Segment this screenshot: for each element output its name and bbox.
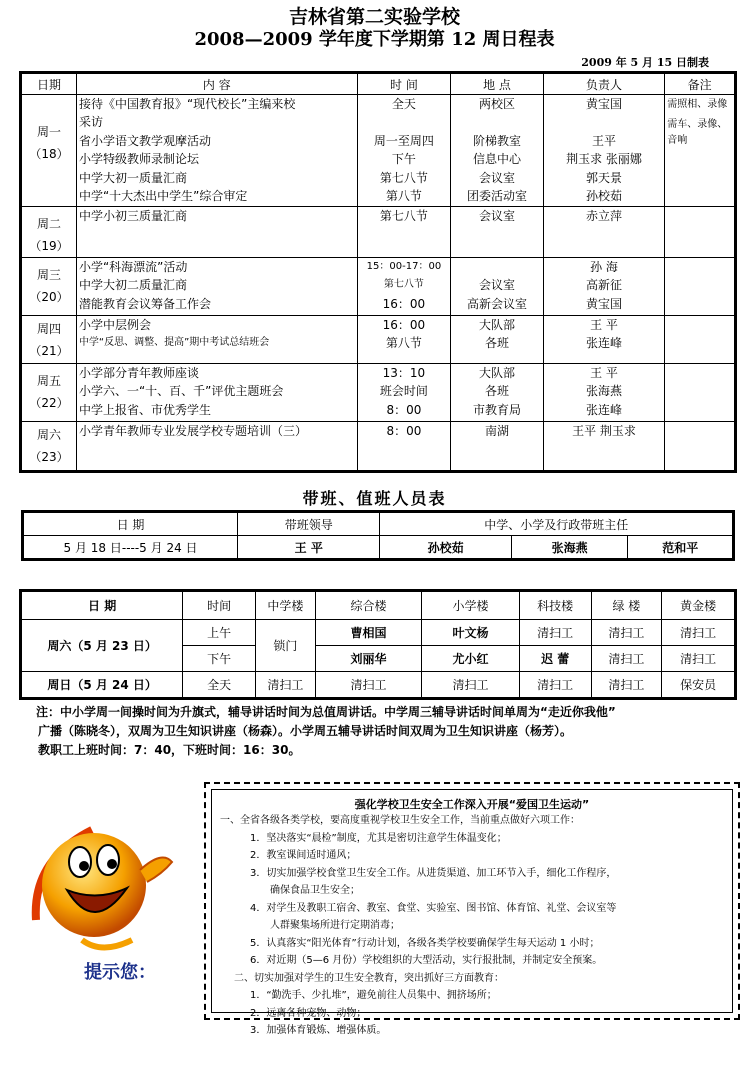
day-number: （23） (29, 450, 69, 464)
event-place: 市教育局 (473, 402, 522, 417)
place-cell (451, 95, 544, 207)
time-cell (357, 207, 451, 258)
day-label: 周四 (36, 322, 61, 336)
event-time: 15：00-17：00 (366, 261, 442, 272)
weekend-cell: 清扫工 (519, 672, 591, 699)
col-time: 时 间 (357, 73, 451, 95)
col-person: 负责人 (543, 73, 664, 95)
event-time: 第八节 (385, 336, 422, 351)
tip-body (220, 812, 730, 1040)
made-date: 2009 年 5 月 15 日制表 (581, 56, 709, 69)
event-content: 小学“科海漂流”活动 (78, 260, 188, 274)
weekend-cell: 清扫工 (519, 620, 591, 646)
event-time: 8：00 (386, 424, 422, 438)
event-place: 团委活动室 (467, 189, 528, 204)
event-place: 各班 (485, 336, 510, 351)
note-cell (665, 364, 736, 422)
event-time: 第七八节 (379, 170, 428, 185)
tip-inner (211, 789, 733, 1036)
weekend-row-sat-am (21, 620, 736, 646)
event-place: 阶梯教室 (473, 133, 522, 148)
event-person: 高新征 (586, 278, 623, 293)
event-time: 第七八节 (383, 279, 424, 291)
duty-row (23, 536, 734, 560)
weekend-cell: 清扫工 (422, 672, 520, 699)
weekend-col-building: 科技楼 (519, 591, 591, 620)
day-number: （19） (29, 239, 69, 253)
event-time: 13：10 (382, 366, 426, 380)
weekend-col-building: 黄金楼 (662, 591, 736, 620)
day-row-friday (21, 364, 736, 422)
weekend-col-building: 综合楼 (315, 591, 422, 620)
weekend-cell: 清扫工 (591, 646, 662, 672)
note-line: 注：中小学周一间操时间为升旗式，辅导讲话时间为总值周讲话。中学周三辅导讲话时间单周为“走近你我他” (36, 705, 616, 719)
weekend-header-row (21, 591, 736, 620)
duty-col-staff: 中学、小学及行政带班主任 (380, 512, 734, 536)
weekend-date: 周日（5 月 24 日） (21, 672, 183, 699)
tip-line: 2．远离各种宠物、动物； (250, 1007, 367, 1019)
weekend-cell: 锁门 (255, 620, 315, 672)
content-cell (76, 422, 357, 472)
event-place: 会议室 (479, 278, 516, 293)
col-content: 内 容 (76, 73, 357, 95)
weekend-col-building: 绿 楼 (591, 591, 662, 620)
duty-staff: 张海燕 (511, 536, 628, 560)
school-title: 吉林省第二实验学校 (288, 6, 460, 28)
weekend-cell: 刘丽华 (315, 646, 422, 672)
event-content: 省小学语文教学观摩活动 (78, 133, 211, 148)
tip-box (204, 782, 740, 1036)
day-cell (21, 364, 77, 422)
note-text: 需车、录像、音响 (667, 119, 728, 146)
weekend-date: 周六（5 月 23 日） (21, 620, 183, 672)
duty-title: 带班、值班人员表 (302, 489, 447, 508)
content-cell (76, 316, 357, 364)
weekend-cell: 尤小红 (422, 646, 520, 672)
event-content: 接待《中国教育报》“现代校长”主编来校 (78, 97, 296, 111)
tip-label: 提示您： (84, 962, 156, 983)
day-cell (21, 207, 77, 258)
event-time: 8：00 (386, 402, 422, 417)
day-cell (21, 422, 77, 472)
weekly-schedule-table (19, 71, 737, 473)
event-time: 第八节 (385, 189, 422, 204)
event-person: 荆玉求 张丽娜 (566, 152, 642, 167)
duty-leader: 王 平 (238, 536, 380, 560)
event-content: 小学特级教师录制论坛 (78, 152, 199, 167)
event-place: 南湖 (485, 424, 510, 438)
weekend-cell: 清扫工 (662, 620, 736, 646)
person-cell (543, 258, 664, 316)
day-number: （20） (29, 290, 69, 304)
event-time: 全天 (391, 97, 416, 111)
day-label: 周三 (36, 268, 61, 282)
note-cell (665, 422, 736, 472)
event-time: 第七八节 (379, 209, 428, 223)
event-place: 高新会议室 (467, 296, 528, 311)
event-place: 会议室 (479, 170, 516, 185)
note-cell (665, 258, 736, 316)
day-label: 周五 (36, 374, 61, 388)
duty-header-row (23, 512, 734, 536)
weekend-cell: 清扫工 (662, 646, 736, 672)
duty-table (21, 510, 735, 561)
day-cell (21, 316, 77, 364)
event-content: 中学小初三质量汇商 (78, 209, 187, 223)
day-cell (21, 258, 77, 316)
event-person: 孙 海 (590, 260, 618, 274)
event-time: 下午 (391, 152, 416, 167)
schedule-subtitle: 2008—2009 学年度下学期第 12 周日程表 (194, 29, 555, 50)
duty-staff: 范和平 (628, 536, 734, 560)
weekend-time: 全天 (183, 672, 256, 699)
day-number: （22） (29, 396, 69, 410)
tip-title: 强化学校卫生安全工作深入开展“爱国卫生运动” (354, 798, 590, 811)
place-cell (451, 364, 544, 422)
tip-line: 人群聚集场所进行定期消毒； (270, 920, 400, 931)
day-row-saturday (21, 422, 736, 472)
event-person: 黄宝国 (586, 97, 623, 111)
weekend-cell: 保安员 (662, 672, 736, 699)
day-cell (21, 95, 77, 207)
tip-line: 3．加强体育锻炼、增强体质。 (250, 1025, 387, 1036)
place-cell (451, 207, 544, 258)
weekend-cell: 清扫工 (591, 672, 662, 699)
event-place: 会议室 (479, 209, 516, 223)
content-cell (76, 258, 357, 316)
event-content: 采访 (78, 115, 103, 130)
col-date: 日期 (21, 73, 77, 95)
weekend-cell: 叶文杨 (422, 620, 520, 646)
time-cell (357, 422, 451, 472)
tip-line: 二、切实加强对学生的卫生安全教育，突出抓好三方面教育： (234, 972, 504, 984)
notes-block (38, 703, 738, 760)
event-content: 小学六、一“十、百、千”评优主题班会 (78, 384, 284, 399)
tip-line: 3．切实加强学校食堂卫生安全工作。从进货渠道、加工环节入手，细化工作程序， (250, 867, 617, 879)
event-content: 中学大初二质量汇商 (78, 278, 187, 293)
person-cell (543, 422, 664, 472)
time-cell (357, 258, 451, 316)
tip-line: 2．教室课间适时通风； (250, 850, 357, 861)
event-content: 中学“十大杰出中学生”综合审定 (78, 189, 248, 204)
event-time: 16：00 (382, 296, 426, 311)
weekend-row-sun (21, 672, 736, 699)
day-number: （18） (29, 147, 69, 161)
day-row-monday (21, 95, 736, 207)
event-person: 郭天景 (586, 170, 623, 185)
event-place: 大队部 (479, 366, 516, 380)
tip-line: 1．“勤洗手、少扎堆”，避免前往人员集中、拥挤场所； (250, 990, 497, 1001)
event-content: 小学青年教师专业发展学校专题培训（三） (78, 424, 307, 438)
place-cell (451, 316, 544, 364)
event-person: 孙校茹 (586, 189, 623, 204)
tip-line: 6．对近期（5—6 月份）学校组织的大型活动，实行报批制，并制定安全预案。 (250, 955, 603, 966)
event-time: 班会时间 (379, 384, 428, 399)
place-cell (451, 258, 544, 316)
weekend-cell: 清扫工 (591, 620, 662, 646)
weekend-cell: 迟 蕾 (519, 646, 591, 672)
day-number: （21） (29, 344, 69, 358)
weekend-col-date: 日 期 (21, 591, 183, 620)
col-place: 地 点 (451, 73, 544, 95)
event-person: 王平 荆玉求 (572, 424, 636, 438)
event-person: 王平 (592, 133, 617, 148)
note-cell (665, 207, 736, 258)
event-time: 16：00 (382, 318, 426, 332)
event-place: 信息中心 (473, 152, 522, 167)
weekend-col-building: 小学楼 (422, 591, 520, 620)
schedule-header-row (21, 73, 736, 95)
note-cell (665, 316, 736, 364)
event-person: 黄宝国 (586, 296, 623, 311)
event-content: 中学“反思、调整、提高”期中考试总结班会 (78, 337, 270, 349)
day-label: 周一 (36, 125, 61, 139)
day-row-wednesday (21, 258, 736, 316)
note-line: 广播（陈晓冬），双周为卫生知识讲座（杨森）。小学周五辅导讲话时间双周为卫生知识讲座（杨芳）。 (38, 724, 573, 738)
person-cell (543, 207, 664, 258)
event-content: 中学上报省、市优秀学生 (78, 402, 211, 417)
duty-staff: 孙校茹 (380, 536, 511, 560)
person-cell (543, 95, 664, 207)
weekend-col-building: 中学楼 (255, 591, 315, 620)
tip-line: 确保食品卫生安全； (270, 885, 360, 896)
event-content: 小学中层例会 (78, 318, 151, 332)
place-cell (451, 422, 544, 472)
tip-line: 1．坚决落实“晨检”制度，尤其是密切注意学生体温变化； (250, 832, 507, 844)
note-cell (665, 95, 736, 207)
day-row-thursday (21, 316, 736, 364)
duty-date: 5 月 18 日----5 月 24 日 (23, 536, 238, 560)
duty-col-date: 日 期 (23, 512, 238, 536)
time-cell (357, 364, 451, 422)
event-content: 小学部分青年教师座谈 (78, 366, 199, 380)
person-cell (543, 364, 664, 422)
day-row-tuesday (21, 207, 736, 258)
mascot-illustration (22, 790, 192, 990)
event-person: 张连峰 (586, 336, 623, 351)
event-content: 中学大初一质量汇商 (78, 170, 187, 185)
weekend-duty-table (19, 589, 737, 700)
event-time: 周一至周四 (373, 133, 434, 148)
tip-line: 4．对学生及教职工宿舍、教室、食堂、实验室、图书馆、体育馆、礼堂、会议室等 (250, 902, 617, 914)
event-place: 各班 (485, 384, 510, 399)
event-person: 王 平 (590, 366, 618, 380)
time-cell (357, 316, 451, 364)
event-person: 张连峰 (586, 402, 623, 417)
content-cell (76, 95, 357, 207)
note-text: 需照相、录像 (667, 99, 728, 110)
time-cell (357, 95, 451, 207)
content-cell (76, 364, 357, 422)
event-place: 大队部 (479, 318, 516, 332)
event-person: 张海燕 (586, 384, 623, 399)
tip-line: 一、全省各级各类学校，要高度重视学校卫生安全工作，当前重点做好六项工作： (220, 815, 580, 826)
event-content: 潜能教育会议筹备工作会 (78, 296, 211, 311)
col-note: 备注 (665, 73, 736, 95)
note-line: 教职工上班时间：7：40，下班时间：16：30。 (38, 743, 301, 757)
day-label: 周二 (36, 217, 61, 231)
event-person: 赤立萍 (586, 209, 623, 223)
weekend-time: 上午 (183, 620, 256, 646)
content-cell (76, 207, 357, 258)
person-cell (543, 316, 664, 364)
weekend-col-time: 时间 (183, 591, 256, 620)
tip-line: 5．认真落实“阳光体育”行动计划，各级各类学校要确保学生每天运动 1 小时； (250, 937, 600, 949)
event-place: 两校区 (479, 97, 516, 111)
weekend-cell: 曹相国 (315, 620, 422, 646)
weekend-cell: 清扫工 (255, 672, 315, 699)
weekend-cell: 清扫工 (315, 672, 422, 699)
duty-col-leader: 带班领导 (238, 512, 380, 536)
event-person: 王 平 (590, 318, 618, 332)
day-label: 周六 (36, 428, 61, 442)
weekend-time: 下午 (183, 646, 256, 672)
